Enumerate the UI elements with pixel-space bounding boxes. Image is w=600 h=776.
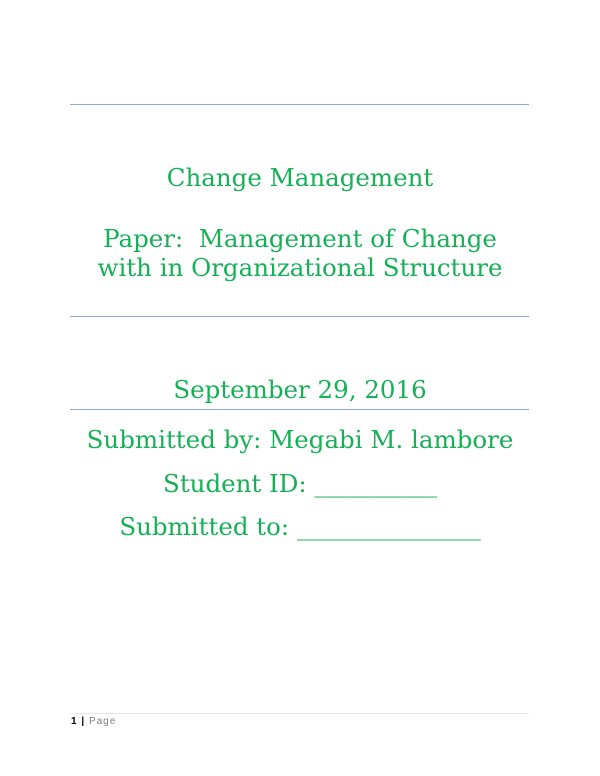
- student-id-blank: __________: [314, 469, 437, 498]
- document-title: Change Management: [166, 163, 434, 192]
- paper-title-line-2: with in Organizational Structure: [97, 253, 503, 282]
- footer-separator: |: [81, 716, 86, 727]
- submitted-to-blank: _______________: [296, 512, 481, 541]
- paper-title-line-1: Paper: Management of Change: [103, 224, 497, 253]
- submitted-to-label: Submitted to:: [119, 512, 290, 541]
- top-rule: [70, 104, 529, 105]
- student-id-label: Student ID:: [163, 469, 307, 498]
- submitted-by: Submitted by: Megabi M. lambore: [86, 425, 514, 454]
- document-date: September 29, 2016: [173, 375, 427, 404]
- footer-rule: [70, 713, 529, 714]
- middle-rule: [70, 316, 529, 317]
- student-id-line: [0, 469, 600, 498]
- page-footer: [71, 716, 116, 727]
- date-rule: [70, 409, 529, 410]
- submitted-to-line: [0, 512, 600, 541]
- page-number: 1: [71, 716, 78, 727]
- page-label: Page: [88, 716, 117, 727]
